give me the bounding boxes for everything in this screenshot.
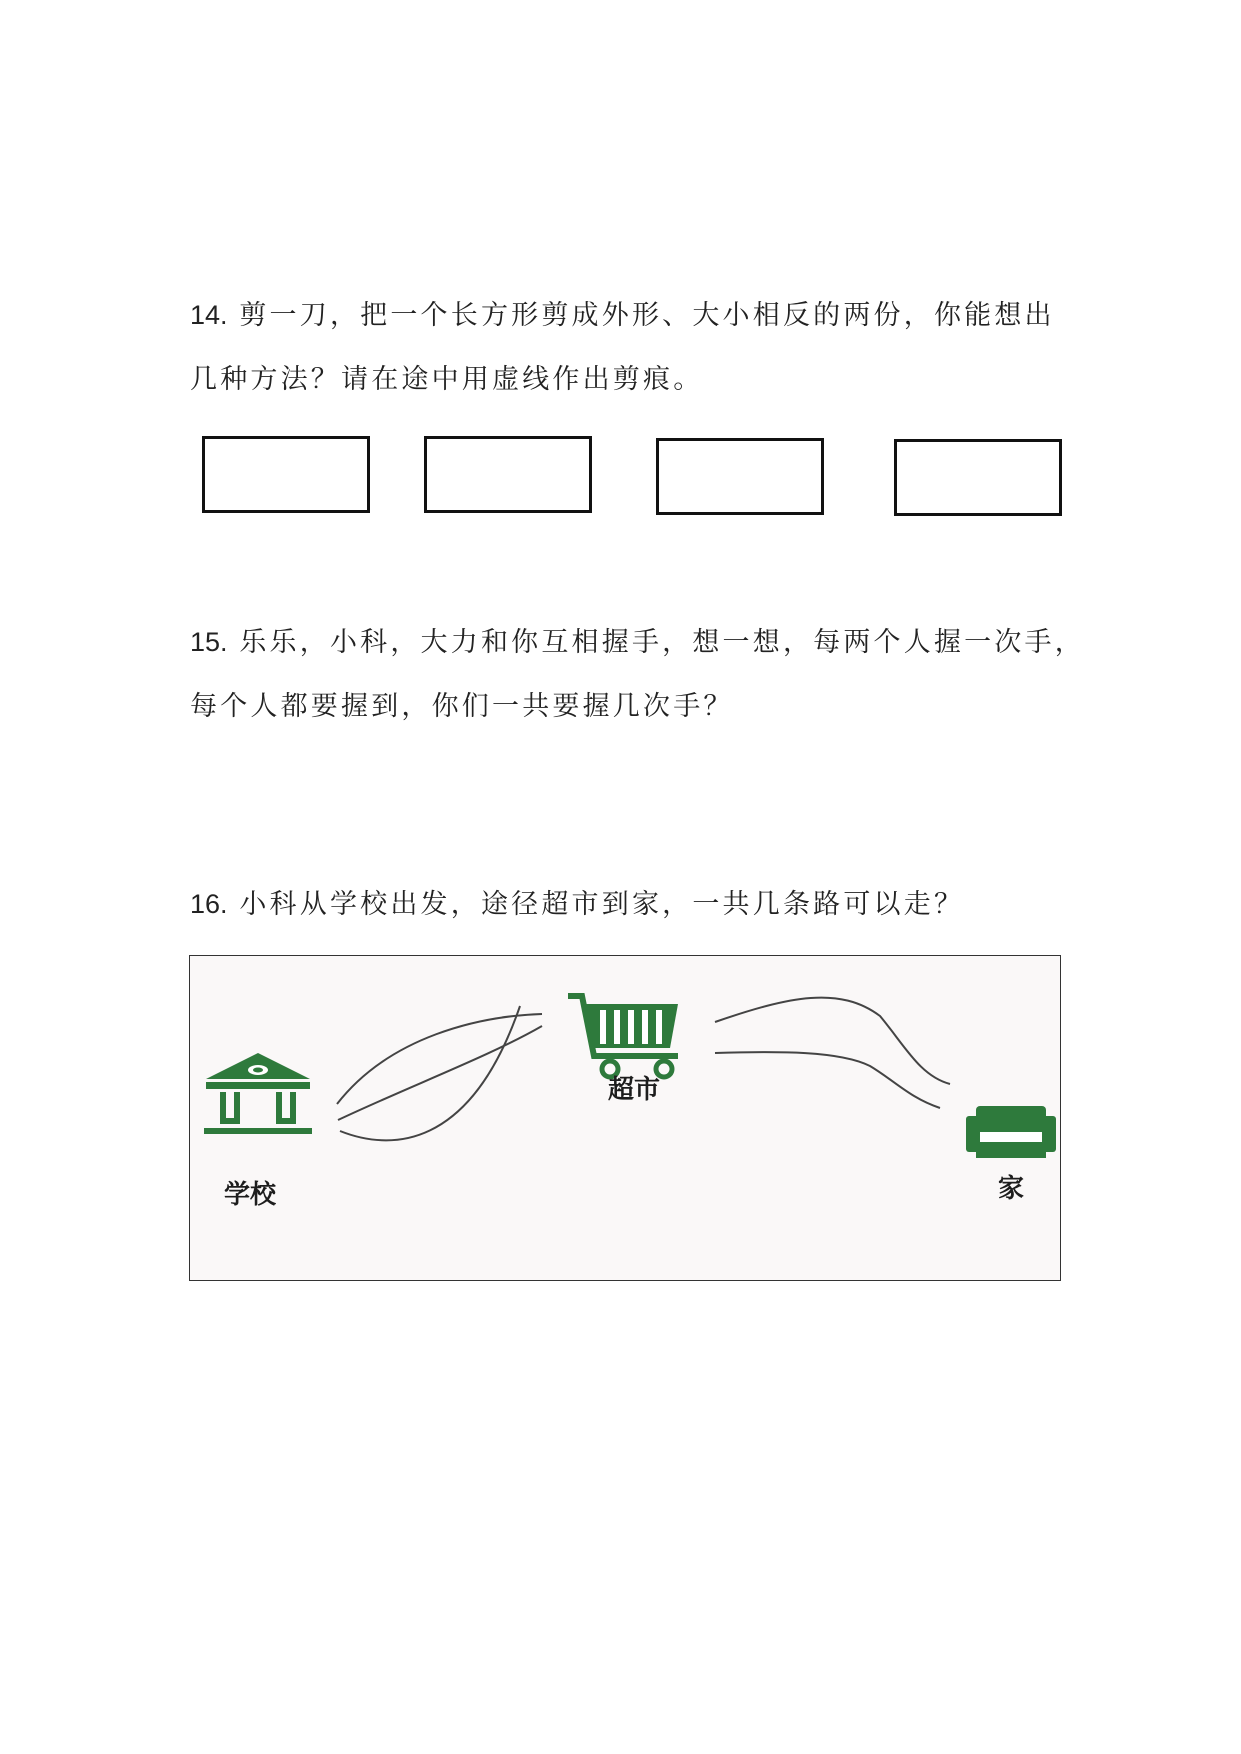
route-diagram-svg: [190, 956, 1062, 1282]
q15-line1: [190, 625, 1085, 660]
q14-number: 14.: [190, 300, 228, 330]
shopping-cart-icon: [568, 996, 678, 1077]
q15-text-2: 每个人都要握到，你们一共要握几次手？: [190, 691, 734, 722]
q16-text-1: 小科从学校出发，途径超市到家，一共几条路可以走？: [239, 889, 965, 920]
sofa-icon: [966, 1106, 1056, 1158]
route-market-home-1: [715, 998, 950, 1084]
market-label: 超市: [608, 1075, 661, 1105]
q16-number: 16.: [190, 889, 228, 919]
rectangle-2: [424, 436, 592, 513]
route-diagram: [189, 955, 1061, 1281]
rectangle-1: [202, 436, 370, 513]
school-label: 学校: [224, 1180, 277, 1210]
q15-number: 15.: [190, 627, 228, 657]
q15-line2: [190, 690, 734, 724]
home-label: 家: [998, 1174, 1025, 1204]
rectangle-4: [894, 439, 1062, 516]
rectangle-3: [656, 438, 824, 515]
q14-line2: [190, 363, 703, 397]
q14-line1: [190, 298, 1055, 333]
q15-text-1: 乐乐，小科，大力和你互相握手，想一想，每两个人握一次手，: [239, 627, 1085, 658]
route-market-home-2: [715, 1052, 940, 1108]
q16-line1: [190, 887, 964, 922]
q14-text-1: 剪一刀，把一个长方形剪成外形、大小相反的两份，你能想出: [239, 300, 1055, 331]
school-building-icon: [204, 1053, 312, 1134]
q14-text-2: 几种方法？请在途中用虚线作出剪痕。: [190, 364, 704, 395]
